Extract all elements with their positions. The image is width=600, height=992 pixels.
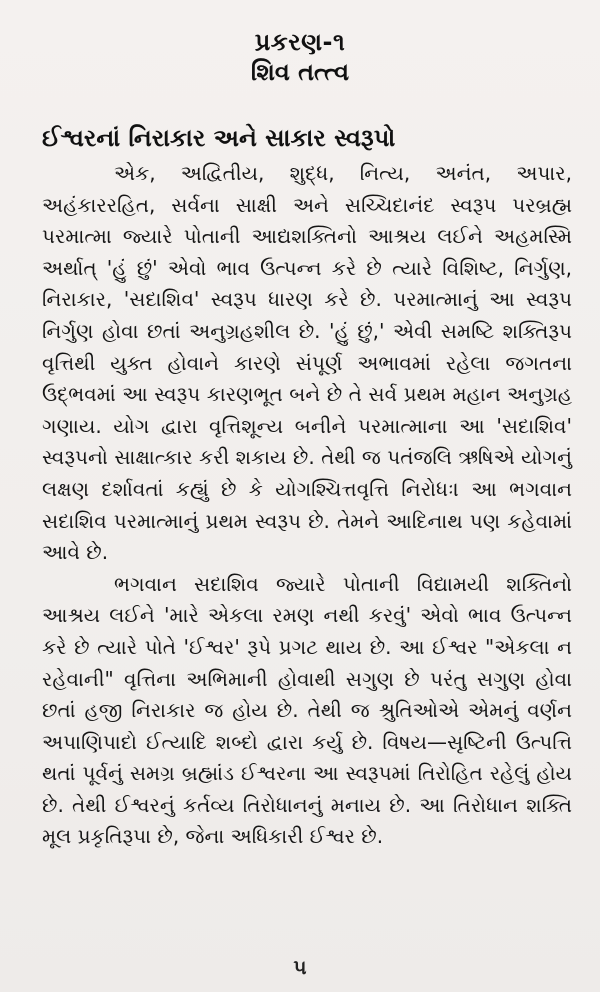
body-text	[42, 158, 572, 853]
paragraph-2: ભગવાન સદાશિવ જ્યારે પોતાની વિદ્યામયી શક્તિનો આશ્રય લઈને 'મારે એકલા રમણ નથી કરવું' એવો ભાવ ઉત્પન્ન કરે છે ત્યારે પોતે 'ઈશ્વર' રૂપે પ્રગટ થાય છે. આ ઈશ્વર "એકલા ન રહેવાની" વૃત્તિના અભિમાની હોવાથી સગુણ છે પરંતુ સગુણ હોવા છતાં હજી નિરાકાર જ હોય છે. તેથી જ શ્રુતિઓએ એમનું વર્ણન અપાણિપાદો ઈત્યાદિ શબ્દો દ્વારા કર્યુ છે. વિષય—સૃષ્ટિની ઉત્પત્તિ થતાં પૂર્વનું સમગ્ર બ્રહ્માંડ ઈશ્વરના આ સ્વરૂપમાં તિરોહિત રહેલું હોય છે. તેથી ઈશ્વરનું કર્તવ્ય તિરોધાનનું મનાય છે. આ તિરોધાન શક્તિ મૂલ પ્રકૃતિરૂપા છે, જેના અધિકારી ઈશ્વર છે.	[42, 571, 572, 849]
paragraph-1: એક, અદ્વિતીય, શુદ્ધ, નિત્ય, અનંત, અપાર, અહંકારરહિત, સર્વના સાક્ષી અને સચ્ચિદાનંદ સ્વરૂપ પરબ્રહ્મ પરમાત્મા જ્યારે પોતાની આદ્યશક્તિનો આશ્રય લઈને અહમસ્મિ અર્થાત્ 'હું છું' એવો ભાવ ઉત્પન્ન કરે છે ત્યારે વિશિષ્ટ, નિર્ગુણ, નિરાકાર, 'સદાશિવ' સ્વરૂપ ધારણ કરે છે. પરમાત્માનું આ સ્વરૂપ નિર્ગુણ હોવા છતાં અનુગ્રહશીલ છે. 'હું છું,' એવી સમષ્ટિ શક્તિરૂપ વૃત્તિથી યુક્ત હોવાને કારણે સંપૂર્ણ અભાવમાં રહેલા જગતના ઉદ્ભવમાં આ સ્વરૂપ કારણભૂત બને છે તે સર્વ પ્રથમ મહાન અનુગ્રહ ગણાય. યોગ દ્વારા વૃત્તિશૂન્ય બનીને પરમાત્માના આ 'સદાશિવ' સ્વરૂપનો સાક્ષાત્કાર કરી શકાય છે. તેથી જ પતંજલિ ઋષિએ યોગનું લક્ષણ દર્શાવતાં કહ્યું છે કે યોગશ્ચિત્તવૃત્તિ નિરોધઃ। આ ભગવાન સદાશિવ પરમાત્માનું પ્રથમ સ્વરૂપ છે. તેમને આદિનાથ પણ કહેવામાં આવે છે.	[42, 161, 572, 565]
chapter-number: પ્રકરણ-૧	[254, 28, 346, 56]
chapter-title: શિવ તત્ત્વ	[250, 58, 350, 86]
page-number: ૫	[293, 955, 307, 979]
section-heading: ઈશ્વરનાં નિરાકાર અને સાકાર સ્વરૂપો	[42, 124, 396, 152]
